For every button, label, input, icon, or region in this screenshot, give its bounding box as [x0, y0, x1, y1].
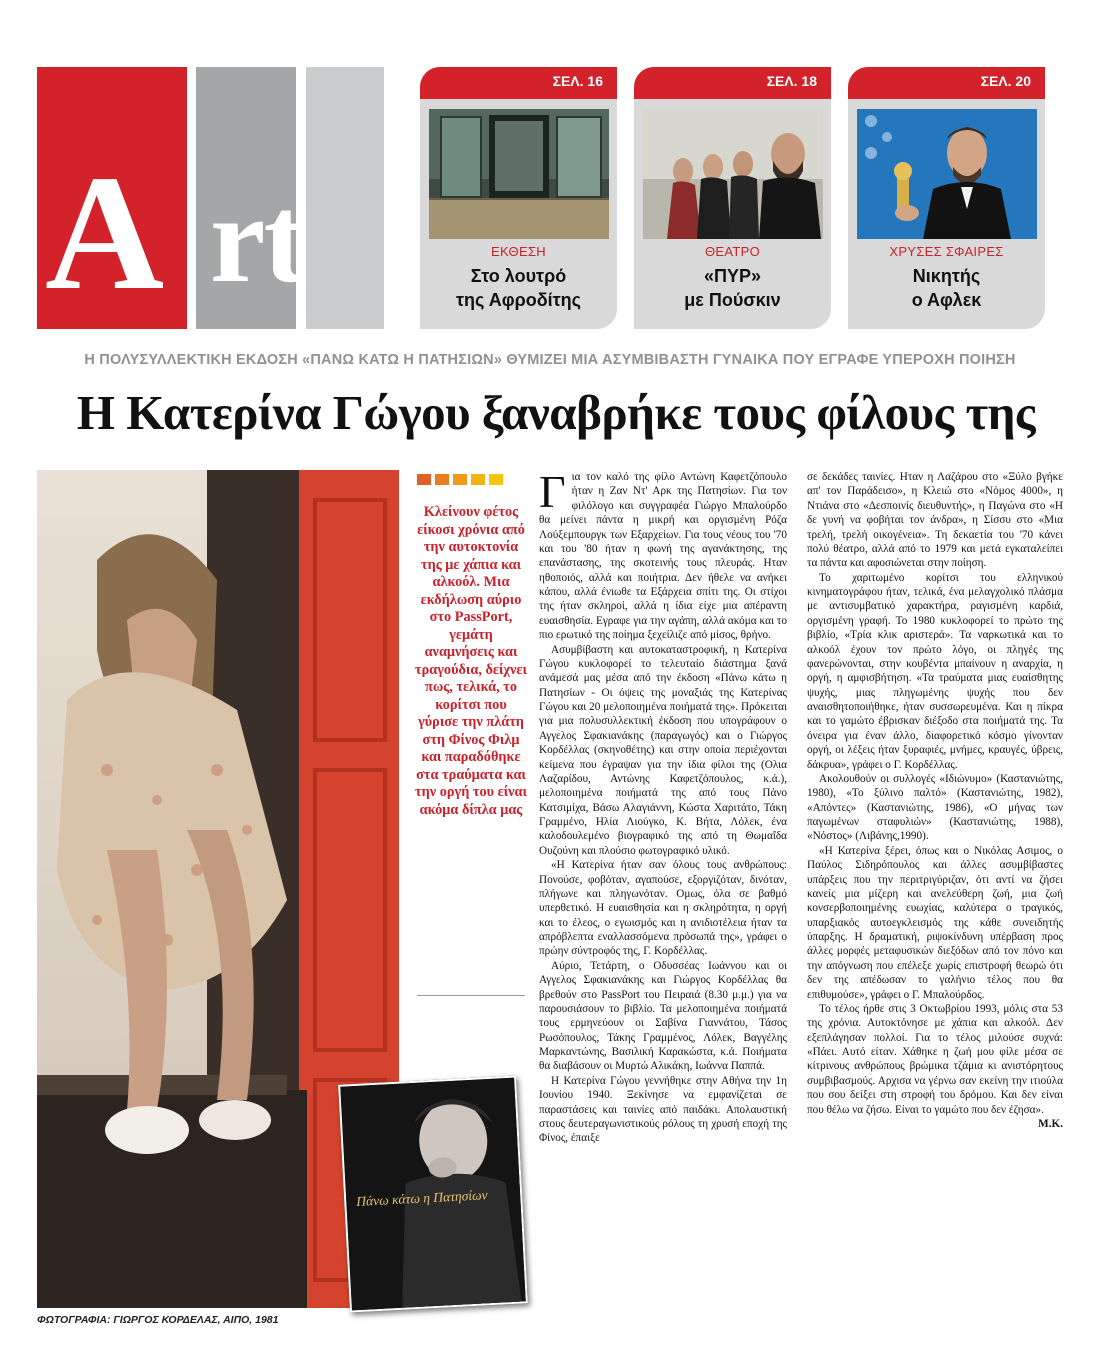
teaser-title-line: Νικητής: [912, 266, 981, 286]
teaser-kicker: ΘΕΑΤΡΟ: [704, 244, 760, 259]
teaser-card-exhibition[interactable]: [420, 67, 617, 329]
teaser-page-number: ΣΕΛ. 18: [766, 73, 817, 89]
article-paragraph: «Η Κατερίνα ξέρει, όπως και ο Νικόλας Ασιμος, ο Παύλος Σιδηρόπουλος και άλλες ασυμβίβαστες υπάρξεις που την περιτριγύριζαν, ότι αντί να ζήσει κανείς μια μίζερη και ανελεύθερη ζωή, μια ζωή κονσερβοποιημένης ευωχίας, καλύτερα ο τραγικός, υπαρξιακός αυτοεγκλεισμός της κάθε συνειδητής ύπαρξης. Η δραματική, ριψοκίνδυνη υπέρβαση προς άλλες μορφές μεταφυσικών διεξόδων από τον πόνο και την απόγνωση που επέλεξε χωρίς επιστροφή θεωρώ ότι δεν της απέδωσαν το γαλήνιο τέλος που θα επιθυμούσε», γράφει ο Γ. Μπαλούρδος.: [807, 844, 1063, 1001]
book-cover-inset: [338, 1075, 528, 1312]
section-logo-rt: rt: [210, 171, 304, 309]
article-paragraph: Για τον καλό της φίλο Αντώνη Καφετζόπουλο ήταν η Ζαν Ντ' Αρκ της Πατησίων. Για τον φιλόλογο και συγγραφέα Γιώργο Μπαλούρδο θα μείνει πάντα η μικρή και οργισμένη Ρόζα Λούξεμπουργκ των Εξαρχείων. Για τους νέους του '70 και του '80 ήταν η φωνή της αγανάκτησης, της επανάστασης, της σκοτεινής τους πλευράς. Ηταν ηθοποιός, αλλά και ποιήτρια. Δεν ήθελε να ανήκει κάπου, αλλά ένιωθε τα Εξάρχεια σπίτι της. Οι στίχοι της ήταν σκληροί, αλλά η ίδια είχε μια απέραντη ευαισθησία. Εγραφε για την αγάπη, αλλά ακόμα και το πιο ερωτικό της ποίημα ξεχείλιζε από μίσος, θρήνο.: [539, 466, 787, 642]
teaser-photo-winner: [857, 109, 1037, 239]
article-paragraph: Η Κατερίνα Γώγου γεννήθηκε στην Αθήνα την 1η Ιουνίου 1940. Ξεκίνησε να εμφανίζεται σε παραστάσεις και ταινίες από παιδάκι. Απολαυστική στους δευτεραγωνιστικούς ρόλους τη χρυσή εποχή της Φίνος, έπαιξε: [539, 1074, 787, 1145]
teaser-title: [634, 264, 831, 312]
article-column-2: [807, 470, 1063, 1131]
teaser-title-line: με Πούσκιν: [684, 290, 781, 310]
teaser-title-line: «ΠΥΡ»: [703, 266, 762, 286]
teaser-title: [420, 264, 617, 312]
section-logo-a: A: [45, 141, 165, 324]
teaser-kicker: ΧΡΥΣΕΣ ΣΦΑΙΡΕΣ: [889, 244, 1004, 259]
teaser-title-line: της Αφροδίτης: [455, 290, 582, 310]
teaser-card-golden-globes[interactable]: [848, 67, 1045, 329]
article-paragraph: Ακολουθούν οι συλλογές «Ιδιώνυμο» (Καστανιώτης, 1980), «Το ξύλινο παλτό» (Καστανιώτης, 1982), «Απόντες» (Καστανιώτης, 1986), «Ο μήνας των παγωμένων σταφυλιών» (Καστανιώτης, 1988), «Νόστος» (Λιβάνης,1990).: [807, 772, 1063, 843]
pull-quote-dots: [417, 474, 503, 485]
pull-quote: Κλείνουν φέτος είκοσι χρόνια από την αυτοκτονία της με χάπια και αλκοόλ. Μια εκδήλωση αύριο στο PassPort, γεμάτη αναμνήσεις και τραγούδια, δείχνει πως, τελικά, το κορίτσι που γύρισε την πλάτη στη Φίνος Φιλμ και παραδόθηκε στα τραύματα και την οργή του είναι ακόμα δίπλα μας: [415, 504, 527, 818]
teaser-title: [848, 264, 1045, 312]
article-paragraph: Το τέλος ήρθε στις 3 Οκτωβρίου 1993, μόλις στα 53 της χρόνια. Αυτοκτόνησε με χάπια και αλκοόλ. Δεν εξεπλάγησαν πολλοί. Για το τέλος μιλούσε συχνά: «Πάει. Αυτό είταν. Χάθηκε η ζωή μου φίλε μέσα σε κίτρινους ανθρώπους βρώμικα τζάμια κι ανιστόρητους συμβιβασμούς. Αρχισα να γέρνω σαν εκείνη την ιτιούλα που σου δείξει στη στροφή του δρόμου. Και δεν είναι που θέλω να ζήσω. Είναι το γαμώτο που δεν έζησα».: [807, 1002, 1063, 1116]
teaser-page-number: ΣΕΛ. 20: [980, 73, 1031, 89]
teaser-photo-actors: [643, 109, 823, 239]
article-paragraph: Το χαριτωμένο κορίτσι του ελληνικού κινηματογράφου ήταν, τελικά, ένα μελαγχολικό πλάσμα με αντισυμβατικό χαρακτήρα, ραγισμένη καρδιά, οργισμένη γραφή. Το 1980 κυκλοφορεί το πρώτο της βιβλίο, «Τρία κλικ αριστερά». Τα ναρκωτικά και το αλκοόλ έχουν τον πρώτο λόγο, οι πληγές της φανερώνονται, στην κουβέντα μπαίνουν η αναρχία, η οργή, η αμφισβήτηση. «Τα τραύματα μιας ευαίσθητης ψυχής, μιας πληγωμένης ψυχής που δεν αναισθητοποιήθηκε, ήταν συσσωρευμένα. Και η πίκρα και το γαμώτο έβρισκαν διέξοδο στα ποιήματά της. Τα όνειρα για έναν άλλο, διαφορετικό κόσμο γίνονταν οργή, οι λέξεις ήταν ξυραφιές, μνήμες, κραυγές, ύβρεις, δάκρυα», γράφει ο Γ. Κορδέλλας.: [807, 571, 1063, 771]
teaser-title-line: Στο λουτρό: [470, 266, 567, 286]
teaser-card-theatre[interactable]: [634, 67, 831, 329]
article-paragraph: Ασυμβίβαστη και αυτοκαταστροφική, η Κατερίνα Γώγου κυκλοφορεί το τελευταίο διάστημα ξανά ανάμεσά μας μέσα από την έκδοση «Πάνω κάτω η Πατησίων - Οι όψεις της μοναξιάς της Κατερίνας Γώγου και 20 μελοποιημένα ποιήματά της». Πρόκειται για μια πολυσυλλεκτική έκδοση που υπογράφουν ο Αγγελος Σφακιανάκης (παραγωγός) και ο Γιώργος Κορδέλλας (σκηνοθέτης) και στην οποία περιέχονται κείμενα που έγραψαν για την ίδια φίλοι της (Ολια Λαζαρίδου, Αντώνης Καφετζόπουλος, κ.ά.), μελοποιημένα ποιήματά της από τους Πάνο Κατσιμίχα, Βάσω Αλαγιάννη, Κώστα Χαριτάτο, Τάκη Γραμμένο, Ηλία Λιούγκο, Κ. Βήτα, Λόλεκ, ένα καλοδουλεμένο βιογραφικό της από τη Θωμαΐδα Ουζούνη και πλούσιο φωτογραφικό υλικό.: [539, 643, 787, 857]
author-signature: Μ.Κ.: [1038, 1117, 1063, 1130]
photo-caption: ΦΩΤΟΓΡΑΦΙΑ: ΓΙΩΡΓΟΣ ΚΟΡΔΕΛΑΣ, ΑΙΠΟ, 1981: [37, 1314, 279, 1326]
article-paragraph: Αύριο, Τετάρτη, ο Οδυσσέας Ιωάννου και οι Αγγελος Σφακιανάκης και Γιώργος Κορδέλλας θα βρεθούν στο PassPort του Πειραιά (8.30 μ.μ.) για να παρουσιάσουν το βιβλίο. Τα μελοποιημένα ποιήματά τους ερμηνεύουν οι Σαβίνα Γιαννάτου, Τάσος Ρωσόπουλος, Τάκης Γραμμένος, Λόλεκ, Βαγγέλης Μαρκαντώνης, Βασιλική Καρακώστα, κ.ά. Ποιήματα θα διαβάσουν οι Μυρτώ Αλικάκη, Ιωάννα Παππά.: [539, 959, 787, 1073]
masthead-light-gray-block: [306, 67, 384, 329]
article-overline: Η ΠΟΛΥΣΥΛΛΕΚΤΙΚΗ ΕΚΔΟΣΗ «ΠΑΝΩ ΚΑΤΩ Η ΠΑΤΗΣΙΩΝ» ΘΥΜΙΖΕΙ ΜΙΑ ΑΣΥΜΒΙΒΑΣΤΗ ΓΥΝΑΙΚΑ ΠΟΥ ΕΓΡΑΦΕ ΥΠΕΡΟΧΗ ΠΟΙΗΣΗ: [84, 352, 1016, 368]
dropcap: Γ: [539, 466, 566, 517]
article-headline: Η Κατερίνα Γώγου ξαναβρήκε τους φίλους της: [76, 385, 1036, 440]
teaser-photo-bath-interior: [429, 109, 609, 239]
article-paragraph: σε δεκάδες ταινίες. Ηταν η Λαζάρου στο «Ξύλο βγήκε απ' τον Παράδεισο», η Κλειώ στο «Νόμος 4000», η Ντιάνα στο «Δεσποινίς διευθυντής», η Παγώνα στο «Η δε γυνή να φοβήται τον άνδρα», η Σίσσυ στο «Μια τρελή, τρελή οικογένεια». Τη δεκαετία του '70 κάνει πολύ θέατρο, αλλά από το 1979 και μετά εγκαταλείπει τα πάντα και αφοσιώνεται στην ποίηση.: [807, 471, 1063, 570]
book-cover-title: Πάνω κάτω η Πατησίων: [355, 1187, 488, 1210]
teaser-title-line: ο Αφλεκ: [911, 290, 982, 310]
article-paragraph: «Η Κατερίνα ήταν σαν όλους τους ανθρώπους: Πονούσε, φοβόταν, αγαπούσε, εξοργιζόταν, δινόταν, πλήγωνε και πληγωνόταν. Ομως, όλα σε βαθμό υπερθετικό. Η ευαισθησία και η σκληρότητα, η οργή και το έλεος, ο εγωισμός και η ανιδιοτέλεια ήταν τα απρόβλεπτα εναλλασσόμενα πρόσωπά της», γράφει ο πρώην σύντροφός της, Γ. Κορδέλλας.: [539, 859, 787, 958]
teaser-kicker: ΕΚΘΕΣΗ: [491, 244, 546, 259]
teaser-page-number: ΣΕΛ. 16: [552, 73, 603, 89]
pull-quote-rule: [417, 995, 525, 996]
article-column-1: [539, 466, 787, 1146]
